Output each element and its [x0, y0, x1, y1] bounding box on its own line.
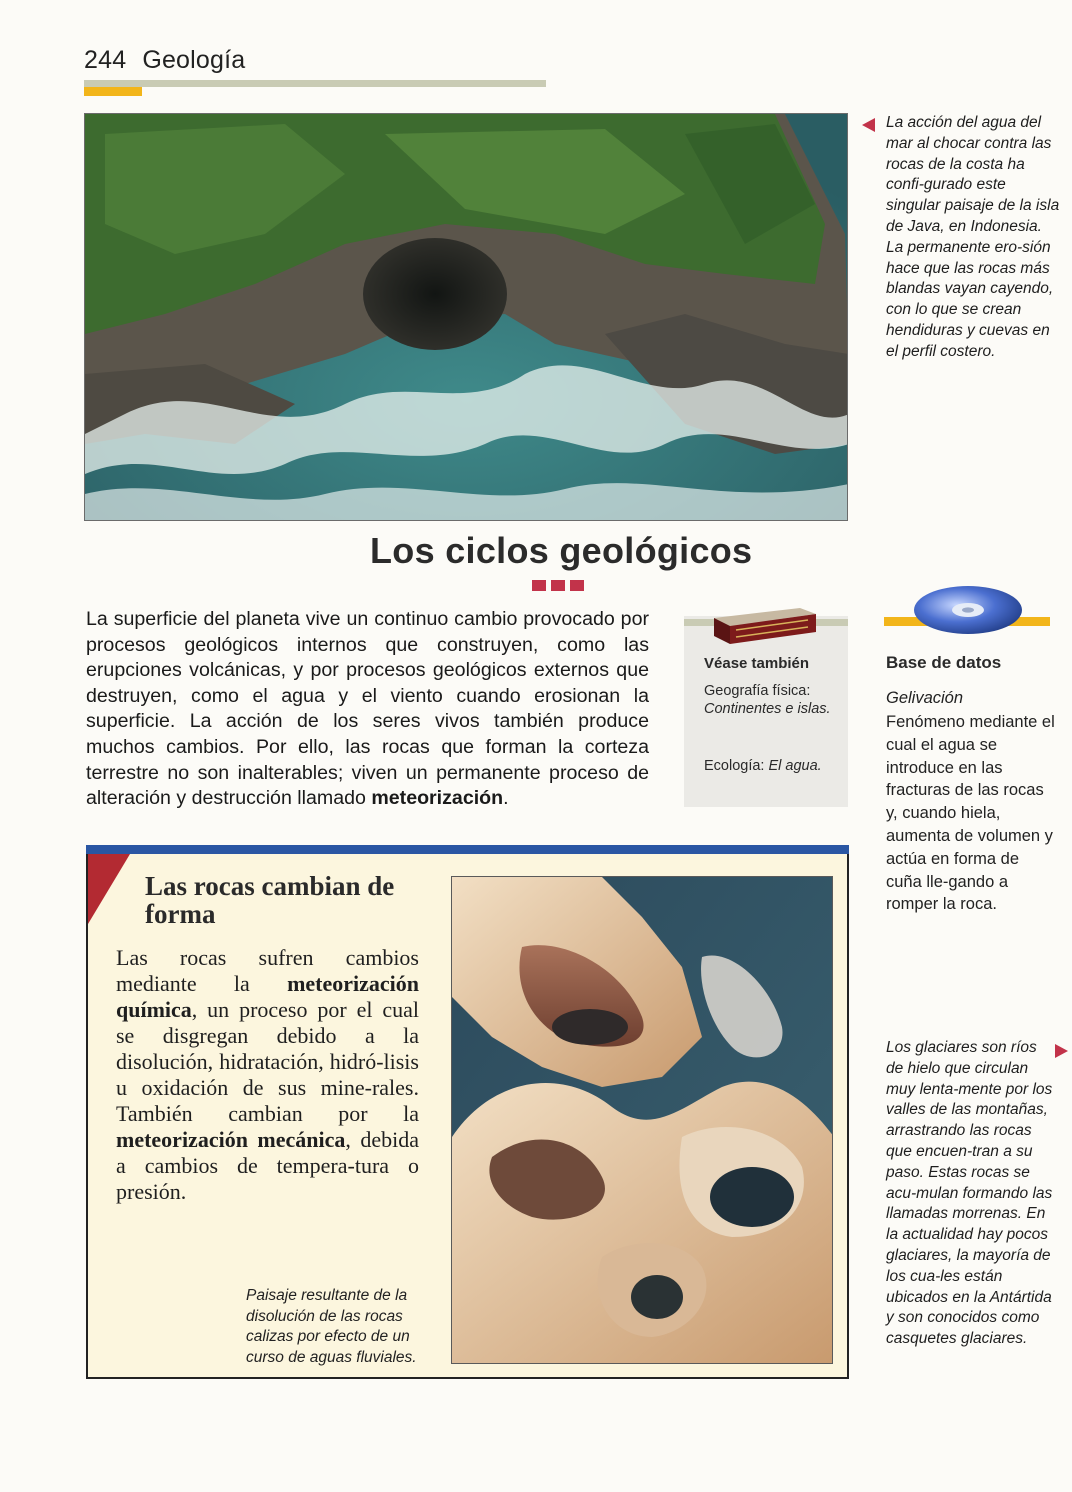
- page-number: 244: [84, 46, 127, 74]
- page-title: Los ciclos geológicos: [370, 530, 753, 571]
- see-also-eco-label: Ecología:: [704, 758, 765, 774]
- intro-text-start: La superficie del planeta vive un continuo cambio provocado por procesos geológicos internos que construyen, como las erupciones volcánicas, y por procesos geológicos externos que destruyen, como el agua y el viento cuando erosionan la superficie. La acción de los seres vivos también produce muchos cambios. Por ello, las rocas que forman la corteza terrestre no son inalterables; viven un permanente proceso de alteración y destrucción llamado: [86, 608, 649, 810]
- section-name: Geología: [142, 46, 246, 74]
- rocks-term-mechanical: meteorización mecánica: [116, 1127, 346, 1152]
- rocks-box-title: Las rocas cambian de forma: [145, 871, 395, 929]
- rocks-term-chemical: meteorización química: [116, 971, 419, 1022]
- see-also-geo-label: Geografía física:: [704, 683, 811, 699]
- triangle-right-icon: [1055, 1044, 1068, 1058]
- rocks-text-part-3: , debida a cambios de tempera-tura o presión.: [116, 1127, 419, 1204]
- see-also-eco-topic: El agua.: [768, 758, 822, 774]
- coast-cave-photo: [84, 113, 848, 521]
- database-term: Gelivación: [886, 689, 964, 707]
- database-definition: Fenómeno mediante el cual el agua se introduce en las fracturas de las rocas y, cuando hiela, aumenta de volumen y actúa en forma de cuña lle-gando a romper la roca.: [886, 713, 1055, 914]
- intro-text-end: .: [503, 787, 509, 810]
- cd-icon: [912, 584, 1024, 636]
- see-also-ecology: [704, 757, 844, 775]
- glaciers-caption: Los glaciares son ríos de hielo que circulan muy lenta-mente por los valles de las montañas, arrastrando las rocas que encuen-tran a su paso. Estas rocas se acu-mulan formando las llamadas morrenas. En la actualidad hay pocos glaciares, la mayoría de los cua-les están ubicados en la Antártida y son conocidos como casquetes glaciares.: [886, 1039, 1053, 1348]
- triangle-left-icon: [862, 118, 875, 132]
- database-title: Base de datos: [886, 653, 1002, 672]
- rocks-box-text: [116, 945, 419, 1205]
- see-also-geo-topic: Continentes e islas.: [704, 701, 831, 717]
- rocks-photo-caption: Paisaje resultante de la disolución de las rocas calizas por efecto de un curso de aguas fluviales.: [246, 1287, 417, 1366]
- see-also-title: Véase también: [704, 655, 810, 672]
- coast-photo-caption: La acción del agua del mar al chocar contra las rocas de la costa ha confi-gurado este singular paisaje de la isla de Java, en Indonesia. La permanente ero-sión hace que las rocas más blandas vayan cayendo, con lo que se crean hendiduras y cuevas en el perfil costero.: [886, 114, 1060, 360]
- running-head: [84, 46, 245, 75]
- rocks-text-part-1: Las rocas sufren cambios mediante la: [116, 945, 419, 996]
- intro-key-term: meteorización: [371, 787, 504, 810]
- rocks-box-topbar: [86, 845, 849, 854]
- header-accent-bar: [84, 87, 142, 96]
- title-ornament: [532, 580, 584, 591]
- eroded-rocks-photo: [451, 876, 833, 1364]
- book-icon: [708, 604, 820, 648]
- see-also-geography: [704, 682, 844, 718]
- rocks-box-corner: [88, 854, 130, 924]
- rocks-text-part-2: , un proceso por el cual se disgregan debido a la disolución, hidratación, hidró-lisis u oxidación de sus mine-rales. También cambian por la: [116, 997, 419, 1126]
- header-rule: [84, 80, 546, 87]
- intro-paragraph: [86, 607, 649, 812]
